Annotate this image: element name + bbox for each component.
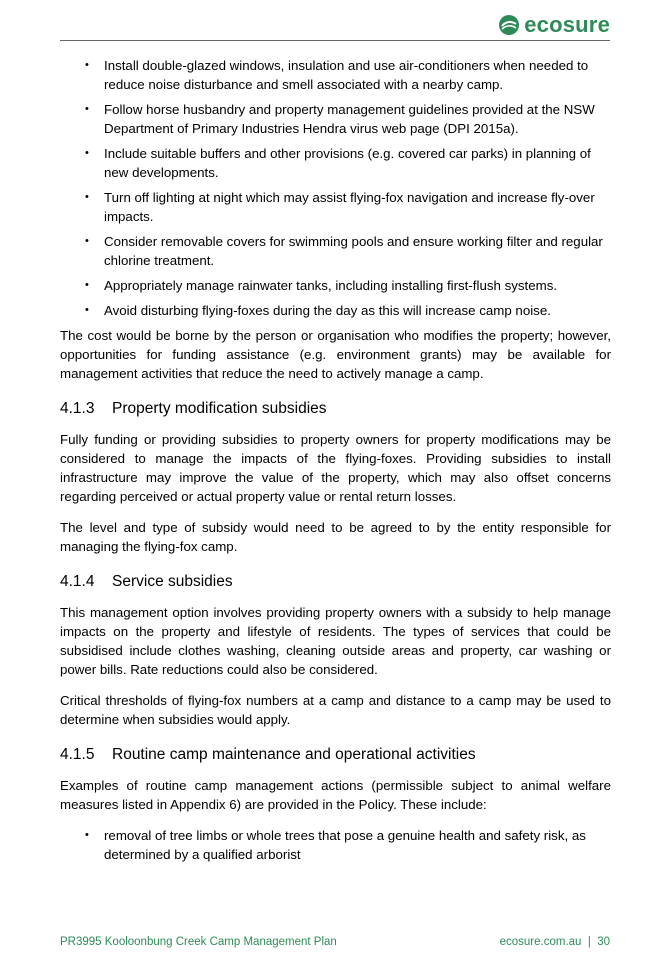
footer-document-title: PR3995 Kooloonbung Creek Camp Management Plan xyxy=(60,936,337,948)
footer-site-and-page: ecosure.com.au | 30 xyxy=(499,936,610,948)
section-number: 4.1.4 xyxy=(60,573,95,590)
header-divider xyxy=(60,40,610,41)
list-item: • Include suitable buffers and other provisions (e.g. covered car parks) in planning of new developments. xyxy=(85,146,591,180)
section-heading-4-1-3 xyxy=(60,399,611,418)
paragraph-cost: The cost would be borne by the person or organisation who modifies the property; however, opportunities for funding assistance (e.g. environment grants) may be available for management activities that reduce the need to actively manage a camp. xyxy=(60,328,611,381)
list-item: • Turn off lighting at night which may assist flying-fox navigation and increase fly-over impacts. xyxy=(85,190,595,224)
list-item: • Consider removable covers for swimming pools and ensure working filter and regular chlorine treatment. xyxy=(85,234,603,268)
section-heading-4-1-5 xyxy=(60,745,611,764)
list-item: • Follow horse husbandry and property management guidelines provided at the NSW Department of Primary Industries Hendra virus web page (DPI 2015a). xyxy=(85,102,595,136)
page-header xyxy=(0,0,670,42)
list-item: • Appropriately manage rainwater tanks, including installing first-flush systems. xyxy=(85,278,558,293)
list-item: • removal of tree limbs or whole trees that pose a genuine health and safety risk, as determined by a qualified arborist xyxy=(85,828,586,862)
section-number: 4.1.3 xyxy=(60,400,95,417)
section-heading-4-1-4 xyxy=(60,572,611,591)
section-title: Property modification subsidies xyxy=(112,400,327,417)
paragraph: Fully funding or providing subsidies to property owners for property modifications may be considered to manage the impacts of the flying-foxes. Providing subsidies to install infrastructure may improve the value of the property, which may also offset concerns regarding perceived or actual property value or rental return losses. xyxy=(60,432,611,504)
list-item: • Install double-glazed windows, insulation and use air-conditioners when needed to reduce noise disturbance and smell associated with a nearby camp. xyxy=(85,58,589,92)
section-title: Service subsidies xyxy=(112,573,233,590)
section-number: 4.1.5 xyxy=(60,746,95,763)
list-item: • Avoid disturbing flying-foxes during the day as this will increase camp noise. xyxy=(85,303,551,318)
paragraph: Critical thresholds of flying-fox numbers at a camp and distance to a camp may be used to determine when subsidies would apply. xyxy=(60,693,611,727)
paragraph: This management option involves providing property owners with a subsidy to help manage impacts on the property and lifestyle of residents. The types of services that could be subsidised include clothes washing, cleaning outside areas and property, car washing or power bills. Rate reductions could also be considered. xyxy=(60,605,611,677)
ecosure-logo xyxy=(498,12,610,38)
bullet-list-top xyxy=(60,56,611,320)
bullet-list-bottom xyxy=(60,826,611,864)
paragraph: The level and type of subsidy would need to be agreed to by the entity responsible for managing the flying-fox camp. xyxy=(60,520,611,554)
paragraph: Examples of routine camp management actions (permissible subject to animal welfare measures listed in Appendix 6) are provided in the Policy. These include: xyxy=(60,778,611,812)
ecosure-leaf-icon xyxy=(498,14,520,36)
page-content xyxy=(60,56,611,870)
page-footer xyxy=(60,936,610,948)
section-title: Routine camp maintenance and operational activities xyxy=(112,746,476,763)
brand-name: ecosure xyxy=(524,12,610,37)
